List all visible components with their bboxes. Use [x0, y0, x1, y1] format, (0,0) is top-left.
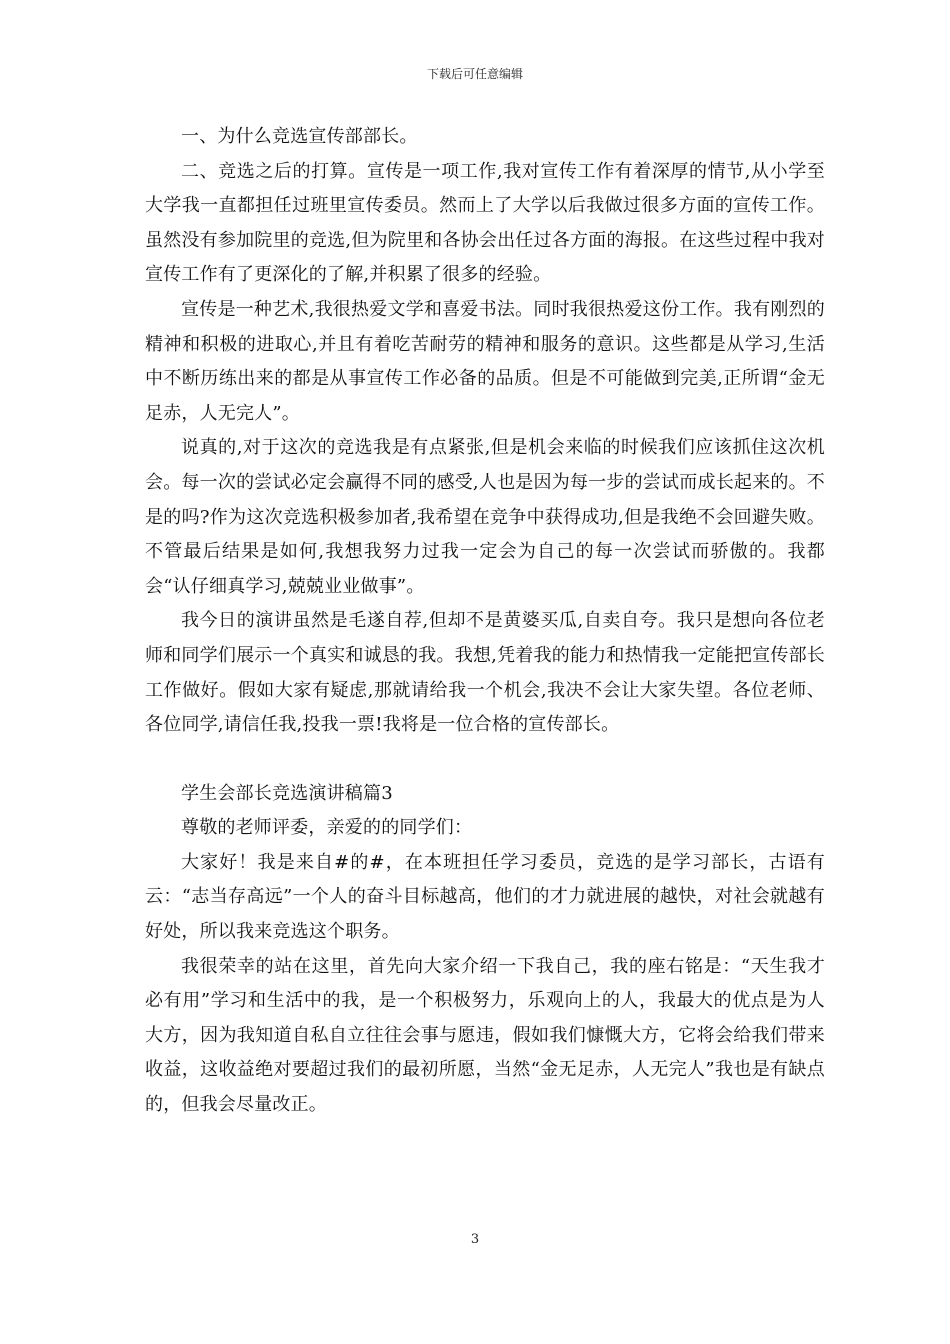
- salutation: 尊敬的老师评委，亲爱的的同学们：: [181, 817, 473, 839]
- paragraph: 我很荣幸的站在这里，首先向大家介绍一下我自己，我的座右铭是：“天生我才必有用”学习和生活中的我，是一个积极努力，乐观向上的人，我最大的优点是为人大方，因为我知道自私自立往往会事与愿违，假如我们慷慨大方，它将会给我们带来收益，这收益绝对要超过我们的最初所愿，当然“金无足赤，人无完人”我也是有缺点的，但我会尽量改正。: [145, 955, 825, 1116]
- page-number: 3: [470, 1232, 480, 1247]
- paragraph: 二、竞选之后的打算。宣传是一项工作,我对宣传工作有着深厚的情节,从小学至大学我一直都担任过班里宣传委员。然而上了大学以后我做过很多方面的宣传工作。虽然没有参加院里的竞选,但为院里和各协会出任过各方面的海报。在这些过程中我对宣传工作有了更深化的了解,并积累了很多的经验。: [145, 160, 825, 286]
- section-title: 学生会部长竞选演讲稿篇3: [181, 782, 393, 804]
- paragraph: 一、为什么竞选宣传部部长。: [181, 126, 418, 147]
- paragraph: 说真的,对于这次的竞选我是有点紧张,但是机会来临的时候我们应该抓住这次机会。每一次的尝试必定会赢得不同的感受,人也是因为每一步的尝试而成长起来的。不是的吗?作为这次竞选积极参加者,我希望在竞争中获得成功,但是我绝不会回避失败。不管最后结果是如何,我想我努力过我一定会为自己的每一次尝试而骄傲的。我都会“认仔细真学习,兢兢业业做事”。: [145, 437, 825, 597]
- page-header: 下载后可任意编辑: [426, 67, 523, 81]
- section-gap: [145, 743, 825, 777]
- paragraph: 宣传是一种艺术,我很热爱文学和喜爱书法。同时我很热爱这份工作。我有刚烈的精神和积极的进取心,并且有着吃苦耐劳的精神和服务的意识。这些都是从学习,生活中不断历练出来的都是从事宣传工作必备的品质。但是不可能做到完美,正所谓“金无足赤，人无完人”。: [145, 298, 825, 424]
- document-body: [145, 120, 825, 1123]
- paragraph: 大家好！我是来自#的#，在本班担任学习委员，竞选的是学习部长，古语有云：“志当存高远”一个人的奋斗目标越高，他们的才力就进展的越快，对社会就越有好处，所以我来竞选这个职务。: [145, 851, 825, 943]
- paragraph: 我今日的演讲虽然是毛遂自荐,但却不是黄婆买瓜,自卖自夸。我只是想向各位老师和同学们展示一个真实和诚恳的我。我想,凭着我的能力和热情我一定能把宣传部长工作做好。假如大家有疑虑,那就请给我一个机会,我决不会让大家失望。各位老师、各位同学,请信任我,投我一票!我将是一位合格的宣传部长。: [145, 610, 825, 736]
